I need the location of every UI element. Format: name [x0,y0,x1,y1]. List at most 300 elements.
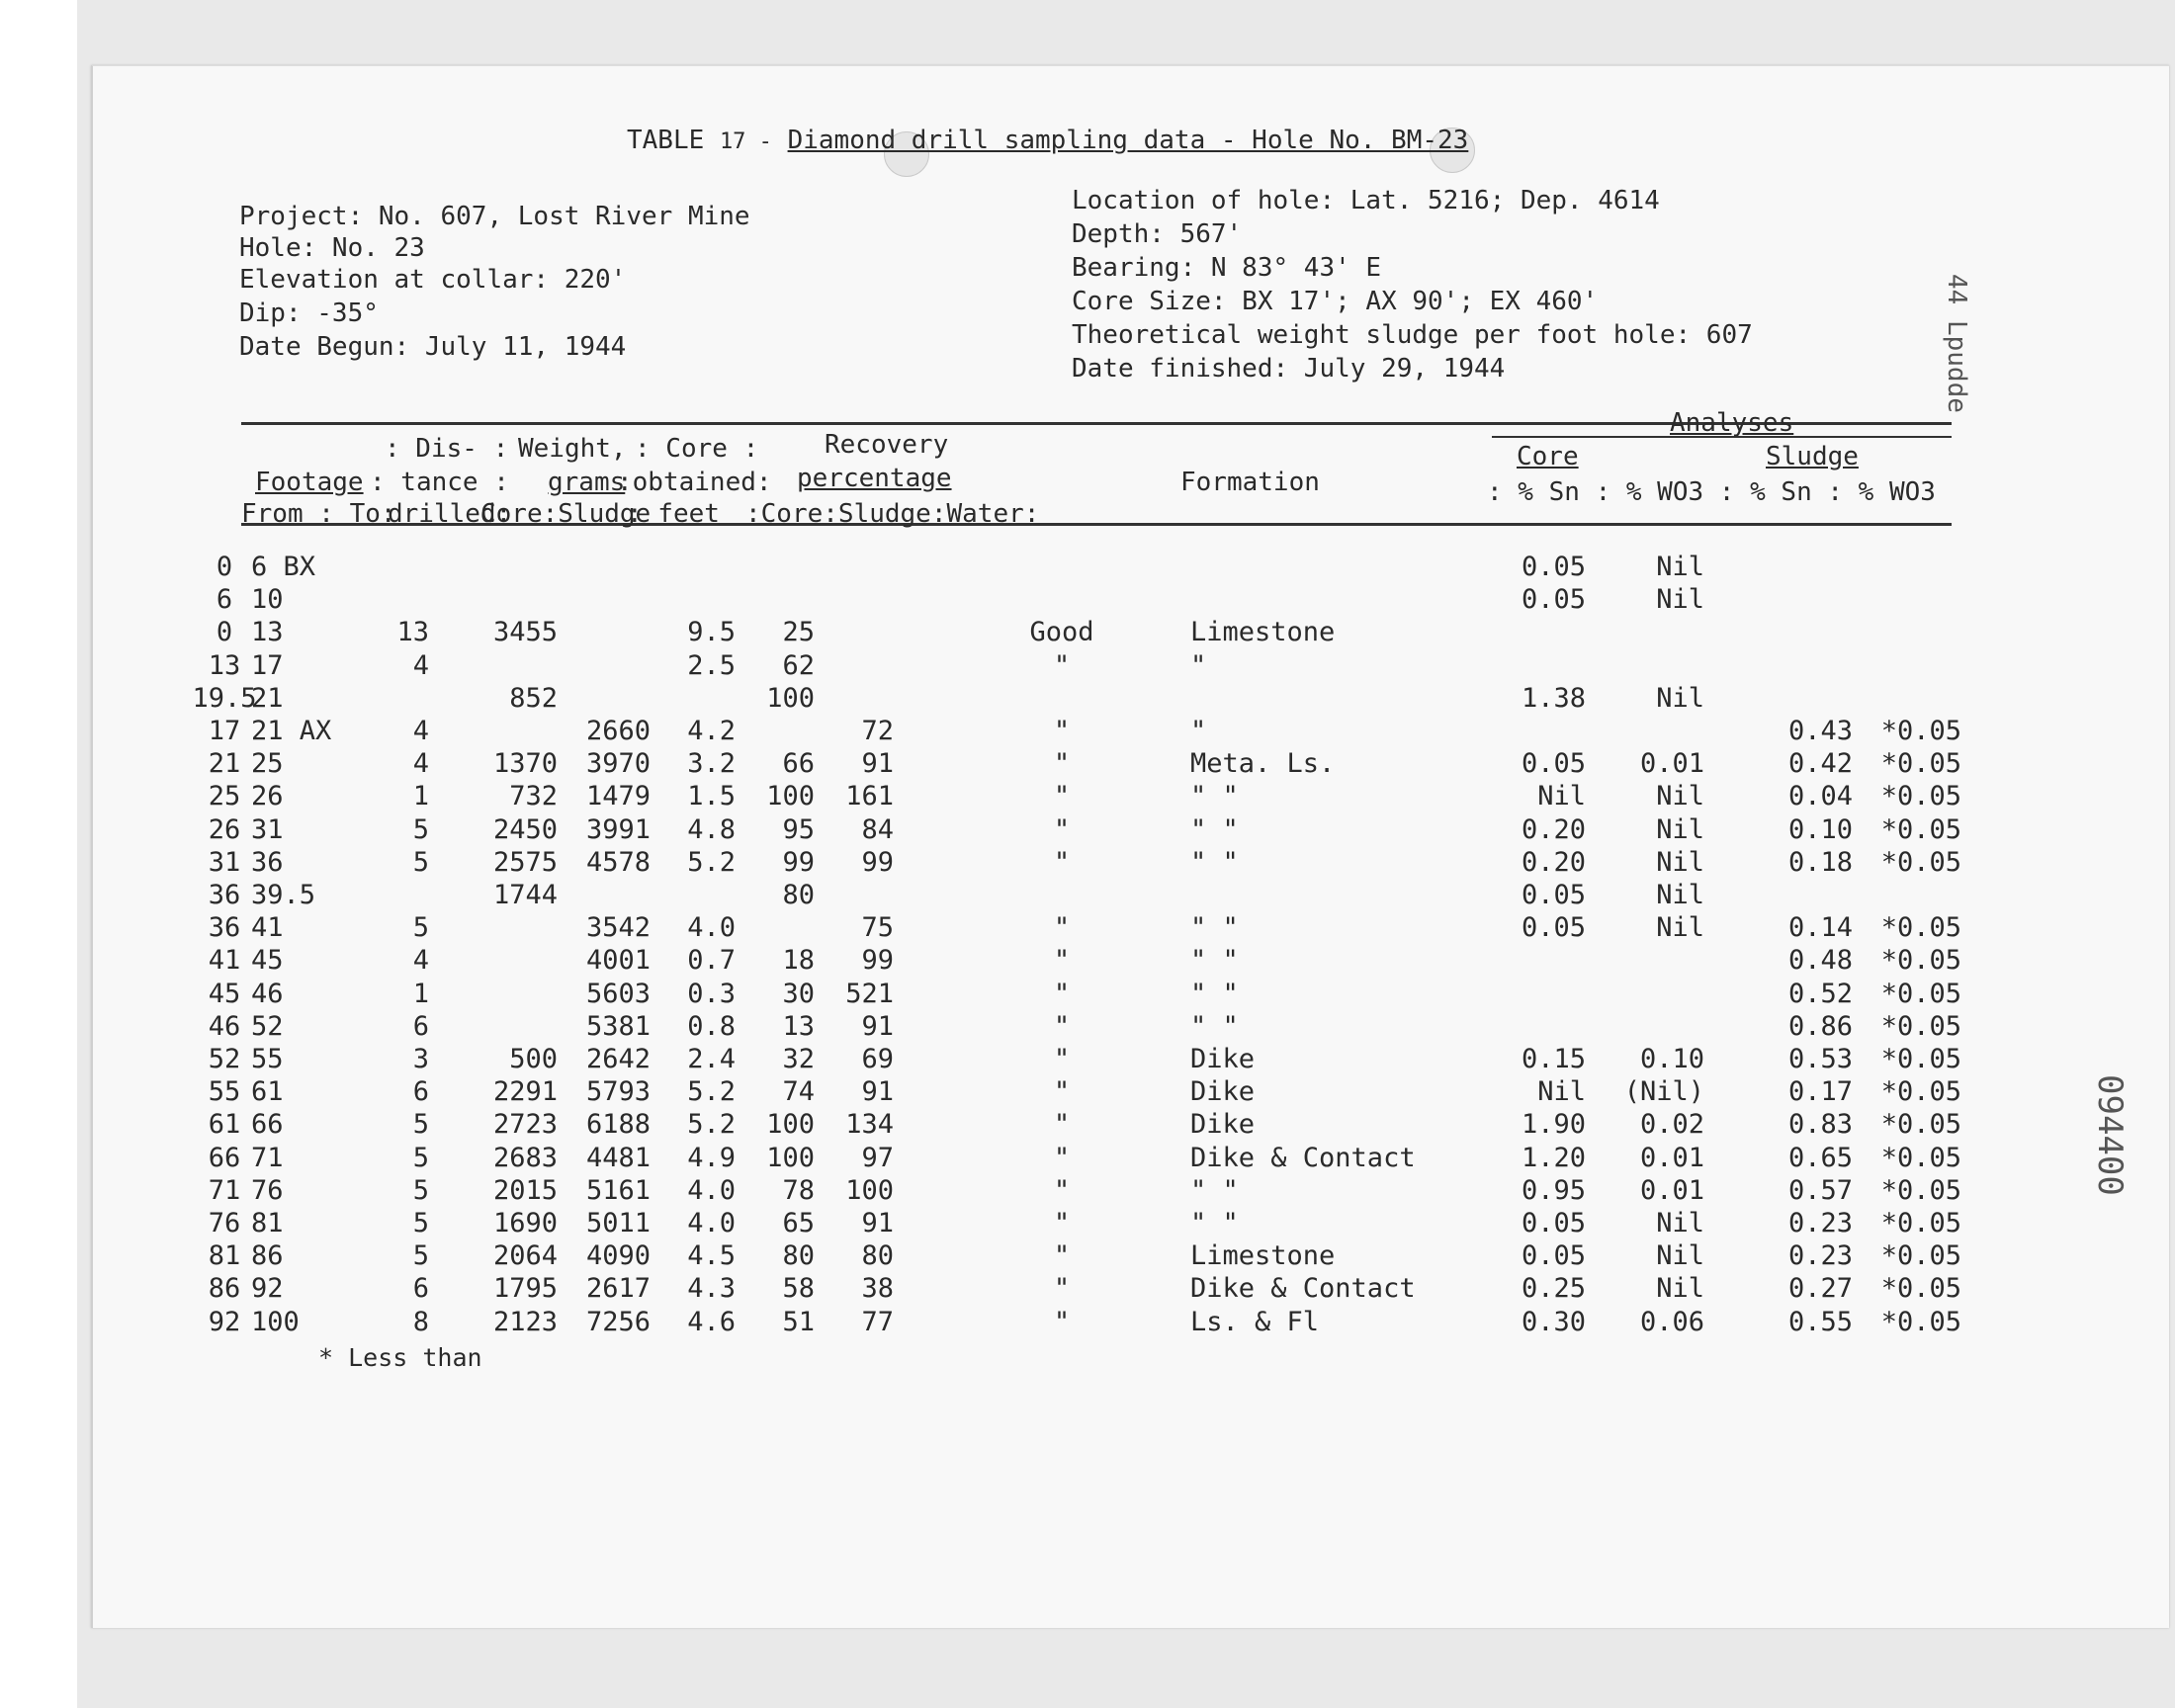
cell-rw: " [1053,1044,1071,1074]
cell-rw: " [1053,912,1071,944]
cell-rs: 99 [861,846,894,878]
cell-swo: *0.05 [1880,748,1961,780]
cell-rw: " [1053,1240,1071,1272]
cell-rw: " [1053,1076,1071,1108]
cell-from: 0 [216,552,233,582]
cell-wc: 852 [509,682,558,714]
cell-rs: 77 [861,1306,894,1337]
hole-line: Hole: No. 23 [239,233,425,263]
header-analyses-core: Core [1517,442,1579,471]
cell-swo: *0.05 [1880,1109,1961,1141]
cell-csn: 0.05 [1521,912,1586,944]
cell-swo: *0.05 [1880,716,1961,746]
cell-core: 3.2 [687,748,736,780]
cell-ws: 5603 [585,978,651,1009]
cell-ssn: 0.04 [1787,781,1853,812]
cell-rw: " [1053,1208,1071,1238]
cell-csn: 0.05 [1521,584,1586,616]
cell-rs: 100 [845,1174,894,1206]
cell-to: 21 AX [251,716,332,746]
cell-form: " " [1190,781,1239,812]
cell-to: 17 [251,649,284,681]
cell-ws: 3991 [585,813,651,845]
cell-cwo: Nil [1656,880,1704,910]
cell-ssn: 0.57 [1787,1174,1853,1206]
cell-form: Limestone [1190,1240,1336,1272]
cell-swo: *0.05 [1880,1044,1961,1074]
cell-swo: *0.05 [1880,1208,1961,1238]
date-begun-line: Date Begun: July 11, 1944 [239,332,627,362]
document-page [91,65,2169,1628]
cell-to: 10 [251,584,284,616]
cell-swo: *0.05 [1880,1306,1961,1337]
cell-ssn: 0.55 [1787,1306,1853,1337]
cell-csn: 0.05 [1521,748,1586,780]
cell-ws: 5793 [585,1076,651,1108]
header-core-3: : feet [627,499,720,529]
cell-cwo: (Nil) [1623,1076,1704,1108]
cell-from: 26 [208,813,241,845]
cell-rs: 75 [861,912,894,944]
cell-form: Limestone [1190,617,1336,648]
cell-cwo: 0.01 [1639,1142,1704,1173]
cell-from: 25 [208,781,241,812]
cell-core: 4.0 [687,1208,736,1238]
cell-dist: 5 [412,846,429,878]
header-analyses: Analyses [1670,408,1794,438]
cell-cwo: Nil [1656,552,1704,582]
cell-core: 4.8 [687,813,736,845]
cell-ws: 2642 [585,1044,651,1074]
cell-core: 4.0 [687,912,736,944]
cell-rw: Good [1029,617,1094,648]
cell-from: 36 [208,912,241,944]
cell-to: 25 [251,748,284,780]
cell-from: 52 [208,1044,241,1074]
margin-note-side: 094400 [2090,1074,2130,1196]
cell-core: 5.2 [687,1109,736,1141]
cell-ws: 4090 [585,1240,651,1272]
cell-to: 46 [251,978,284,1009]
table-title: TABLE 17 - Diamond drill sampling data - Hole No. BM-23 [627,126,1469,155]
cell-rw: " [1053,1174,1071,1206]
cell-to: 55 [251,1044,284,1074]
cell-cwo: Nil [1656,1273,1704,1305]
theoretical-weight-line: Theoretical weight sludge per foot hole: 607 [1072,320,1753,350]
cell-core: 1.5 [687,781,736,812]
cell-form: Dike & Contact [1190,1142,1416,1173]
cell-from: 66 [208,1142,241,1173]
cell-ssn: 0.23 [1787,1240,1853,1272]
cell-swo: *0.05 [1880,978,1961,1009]
cell-from: 92 [208,1306,241,1337]
cell-to: 100 [251,1306,300,1337]
bearing-line: Bearing: N 83° 43' E [1072,253,1382,283]
cell-ws: 5011 [585,1208,651,1238]
cell-csn: 1.20 [1521,1142,1586,1173]
cell-rs: 161 [845,781,894,812]
cell-dist: 4 [412,649,429,681]
cell-wc: 2015 [492,1174,558,1206]
date-finished-line: Date finished: July 29, 1944 [1072,354,1506,384]
cell-form: " " [1190,945,1239,977]
cell-core: 0.3 [687,978,736,1009]
cell-rw: " [1053,945,1071,977]
cell-swo: *0.05 [1880,813,1961,845]
cell-form: Dike & Contact [1190,1273,1416,1305]
cell-rc: 65 [782,1208,815,1238]
cell-wc: 2064 [492,1240,558,1272]
cell-csn: Nil [1537,781,1586,812]
cell-swo: *0.05 [1880,846,1961,878]
cell-csn: 0.95 [1521,1174,1586,1206]
cell-rs: 91 [861,1010,894,1042]
cell-to: 66 [251,1109,284,1141]
cell-dist: 6 [412,1273,429,1305]
cell-cwo: Nil [1656,813,1704,845]
cell-from: 76 [208,1208,241,1238]
cell-wc: 2683 [492,1142,558,1173]
cell-swo: *0.05 [1880,912,1961,944]
cell-csn: 0.30 [1521,1306,1586,1337]
header-weight-3: Core:Sludge [480,499,652,529]
cell-to: 39.5 [251,880,316,910]
cell-csn: 1.38 [1521,682,1586,714]
cell-cwo: 0.01 [1639,748,1704,780]
cell-swo: *0.05 [1880,1240,1961,1272]
cell-form: " " [1190,1208,1239,1238]
header-weight-1: Weight, [518,434,627,464]
cell-rc: 51 [782,1306,815,1337]
cell-form: Dike [1190,1109,1256,1141]
cell-rc: 80 [782,1240,815,1272]
header-distance-3: drilled: [388,499,512,529]
cell-rw: " [1053,649,1071,681]
cell-rc: 100 [766,682,815,714]
cell-from: 61 [208,1109,241,1141]
header-distance-2: : tance : [370,468,509,497]
cell-to: 6 BX [251,552,316,582]
cell-ssn: 0.17 [1787,1076,1853,1108]
cell-ssn: 0.86 [1787,1010,1853,1042]
cell-rc: 13 [782,1010,815,1042]
cell-swo: *0.05 [1880,1076,1961,1108]
cell-rc: 30 [782,978,815,1009]
scan-margin [0,0,77,1708]
cell-wc: 2723 [492,1109,558,1141]
cell-ws: 3542 [585,912,651,944]
cell-wc: 2450 [492,813,558,845]
cell-rs: 80 [861,1240,894,1272]
cell-form: Dike [1190,1076,1256,1108]
cell-swo: *0.05 [1880,781,1961,812]
cell-wc: 2123 [492,1306,558,1337]
header-weight-2: grams [548,468,626,497]
cell-wc: 500 [509,1044,558,1074]
cell-swo: *0.05 [1880,1142,1961,1173]
cell-rw: " [1053,781,1071,812]
cell-rw: " [1053,748,1071,780]
cell-ssn: 0.27 [1787,1273,1853,1305]
cell-rc: 78 [782,1174,815,1206]
cell-from: 41 [208,945,241,977]
cell-from: 19.5 [192,682,257,714]
cell-rs: 91 [861,1208,894,1238]
cell-to: 92 [251,1273,284,1305]
cell-wc: 1795 [492,1273,558,1305]
cell-csn: 0.05 [1521,880,1586,910]
cell-rs: 99 [861,945,894,977]
cell-csn: 0.05 [1521,1208,1586,1238]
header-recovery-2: percentage [797,464,952,493]
cell-ws: 4481 [585,1142,651,1173]
cell-rc: 80 [782,880,815,910]
cell-dist: 5 [412,1174,429,1206]
cell-core: 4.0 [687,1174,736,1206]
cell-core: 5.2 [687,1076,736,1108]
cell-dist: 6 [412,1010,429,1042]
header-footage: Footage [255,468,364,497]
cell-ssn: 0.65 [1787,1142,1853,1173]
cell-from: 13 [208,649,241,681]
cell-ws: 3970 [585,748,651,780]
cell-form: " [1190,716,1207,746]
cell-dist: 3 [412,1044,429,1074]
cell-from: 71 [208,1174,241,1206]
cell-ssn: 0.42 [1787,748,1853,780]
cell-to: 71 [251,1142,284,1173]
cell-form: " " [1190,846,1239,878]
cell-from: 0 [216,617,233,648]
cell-from: 6 [216,584,233,616]
cell-ws: 4001 [585,945,651,977]
cell-core: 4.6 [687,1306,736,1337]
cell-dist: 13 [396,617,429,648]
cell-to: 26 [251,781,284,812]
cell-rs: 84 [861,813,894,845]
cell-ssn: 0.23 [1787,1208,1853,1238]
elevation-line: Elevation at collar: 220' [239,265,627,295]
cell-rc: 95 [782,813,815,845]
cell-wc: 1744 [492,880,558,910]
cell-rw: " [1053,1109,1071,1141]
core-size-line: Core Size: BX 17'; AX 90'; EX 460' [1072,287,1599,316]
cell-cwo: 0.01 [1639,1174,1704,1206]
cell-csn: 0.05 [1521,552,1586,582]
cell-ws: 1479 [585,781,651,812]
cell-cwo: 0.10 [1639,1044,1704,1074]
cell-rc: 100 [766,781,815,812]
cell-rw: " [1053,1010,1071,1042]
cell-rc: 25 [782,617,815,648]
cell-swo: *0.05 [1880,945,1961,977]
cell-ssn: 0.52 [1787,978,1853,1009]
cell-ws: 2660 [585,716,651,746]
cell-from: 45 [208,978,241,1009]
cell-dist: 4 [412,945,429,977]
cell-to: 76 [251,1174,284,1206]
cell-dist: 8 [412,1306,429,1337]
cell-core: 5.2 [687,846,736,878]
cell-dist: 4 [412,716,429,746]
cell-ssn: 0.48 [1787,945,1853,977]
cell-form: Ls. & Fl [1190,1306,1320,1337]
cell-from: 81 [208,1240,241,1272]
cell-form: " " [1190,1010,1239,1042]
cell-dist: 5 [412,1109,429,1141]
header-from-to: From : To: [241,499,396,529]
cell-rs: 38 [861,1273,894,1305]
cell-wc: 1690 [492,1208,558,1238]
cell-rs: 72 [861,716,894,746]
cell-rc: 66 [782,748,815,780]
cell-to: 86 [251,1240,284,1272]
cell-csn: 1.90 [1521,1109,1586,1141]
cell-form: " " [1190,813,1239,845]
cell-rc: 74 [782,1076,815,1108]
cell-dist: 5 [412,912,429,944]
cell-dist: 4 [412,748,429,780]
cell-from: 17 [208,716,241,746]
cell-cwo: Nil [1656,1240,1704,1272]
cell-swo: *0.05 [1880,1174,1961,1206]
cell-ws: 5161 [585,1174,651,1206]
cell-dist: 6 [412,1076,429,1108]
cell-ssn: 0.14 [1787,912,1853,944]
cell-rc: 100 [766,1109,815,1141]
cell-csn: 0.20 [1521,846,1586,878]
cell-to: 61 [251,1076,284,1108]
cell-wc: 732 [509,781,558,812]
header-analyses-columns: : % Sn : % WO3 : % Sn : % WO3 [1487,477,1936,507]
cell-core: 9.5 [687,617,736,648]
cell-to: 13 [251,617,284,648]
header-analyses-sludge: Sludge [1766,442,1859,471]
cell-csn: 0.20 [1521,813,1586,845]
cell-core: 4.3 [687,1273,736,1305]
cell-rs: 521 [845,978,894,1009]
header-formation: Formation [1180,468,1320,497]
cell-csn: 0.15 [1521,1044,1586,1074]
cell-rs: 91 [861,748,894,780]
header-recovery-1: Recovery [825,430,949,460]
cell-core: 0.7 [687,945,736,977]
cell-form: " " [1190,978,1239,1009]
cell-cwo: Nil [1656,781,1704,812]
cell-form: " " [1190,1174,1239,1206]
cell-rc: 99 [782,846,815,878]
cell-swo: *0.05 [1880,1010,1961,1042]
cell-from: 86 [208,1273,241,1305]
cell-dist: 5 [412,1142,429,1173]
depth-line: Depth: 567' [1072,219,1243,249]
cell-swo: *0.05 [1880,1273,1961,1305]
cell-rw: " [1053,846,1071,878]
cell-rw: " [1053,1273,1071,1305]
cell-core: 0.8 [687,1010,736,1042]
cell-to: 41 [251,912,284,944]
cell-from: 21 [208,748,241,780]
cell-cwo: 0.02 [1639,1109,1704,1141]
cell-csn: Nil [1537,1076,1586,1108]
header-core-2: :obtained: [617,468,772,497]
cell-to: 52 [251,1010,284,1042]
cell-ssn: 0.10 [1787,813,1853,845]
footnote: * Less than [318,1343,482,1372]
cell-to: 31 [251,813,284,845]
cell-cwo: Nil [1656,584,1704,616]
cell-dist: 1 [412,978,429,1009]
cell-rw: " [1053,716,1071,746]
cell-wc: 2291 [492,1076,558,1108]
cell-from: 55 [208,1076,241,1108]
header-recovery-3: :Core:Sludge:Water: [745,499,1040,529]
cell-csn: 0.05 [1521,1240,1586,1272]
cell-rc: 32 [782,1044,815,1074]
cell-cwo: Nil [1656,912,1704,944]
project-line: Project: No. 607, Lost River Mine [239,202,750,231]
cell-rw: " [1053,1306,1071,1337]
cell-dist: 5 [412,1208,429,1238]
cell-ws: 6188 [585,1109,651,1141]
cell-ws: 5381 [585,1010,651,1042]
cell-rc: 18 [782,945,815,977]
cell-ssn: 0.18 [1787,846,1853,878]
cell-csn: 0.25 [1521,1273,1586,1305]
header-distance-1: : Dis- : [385,434,509,464]
cell-ssn: 0.43 [1787,716,1853,746]
cell-dist: 5 [412,813,429,845]
cell-rc: 100 [766,1142,815,1173]
cell-core: 4.5 [687,1240,736,1272]
cell-wc: 2575 [492,846,558,878]
cell-to: 81 [251,1208,284,1238]
cell-from: 36 [208,880,241,910]
cell-rs: 134 [845,1109,894,1141]
cell-core: 2.5 [687,649,736,681]
cell-rc: 62 [782,649,815,681]
cell-ssn: 0.53 [1787,1044,1853,1074]
cell-ws: 2617 [585,1273,651,1305]
cell-core: 4.2 [687,716,736,746]
cell-to: 36 [251,846,284,878]
cell-wc: 1370 [492,748,558,780]
cell-to: 21 [251,682,284,714]
cell-rw: " [1053,1142,1071,1173]
cell-to: 45 [251,945,284,977]
cell-cwo: Nil [1656,682,1704,714]
cell-dist: 5 [412,1240,429,1272]
cell-form: " " [1190,912,1239,944]
cell-ws: 7256 [585,1306,651,1337]
cell-form: " [1190,649,1207,681]
dip-line: Dip: -35° [239,299,379,328]
cell-cwo: Nil [1656,846,1704,878]
cell-rw: " [1053,813,1071,845]
cell-dist: 1 [412,781,429,812]
margin-note-top: 44 Lpudde [1942,274,1971,413]
cell-cwo: 0.06 [1639,1306,1704,1337]
cell-rs: 91 [861,1076,894,1108]
header-core-1: : Core : [635,434,759,464]
cell-cwo: Nil [1656,1208,1704,1238]
cell-core: 4.9 [687,1142,736,1173]
cell-ws: 4578 [585,846,651,878]
cell-form: Dike [1190,1044,1256,1074]
cell-rs: 97 [861,1142,894,1173]
cell-rc: 58 [782,1273,815,1305]
cell-form: Meta. Ls. [1190,748,1336,780]
